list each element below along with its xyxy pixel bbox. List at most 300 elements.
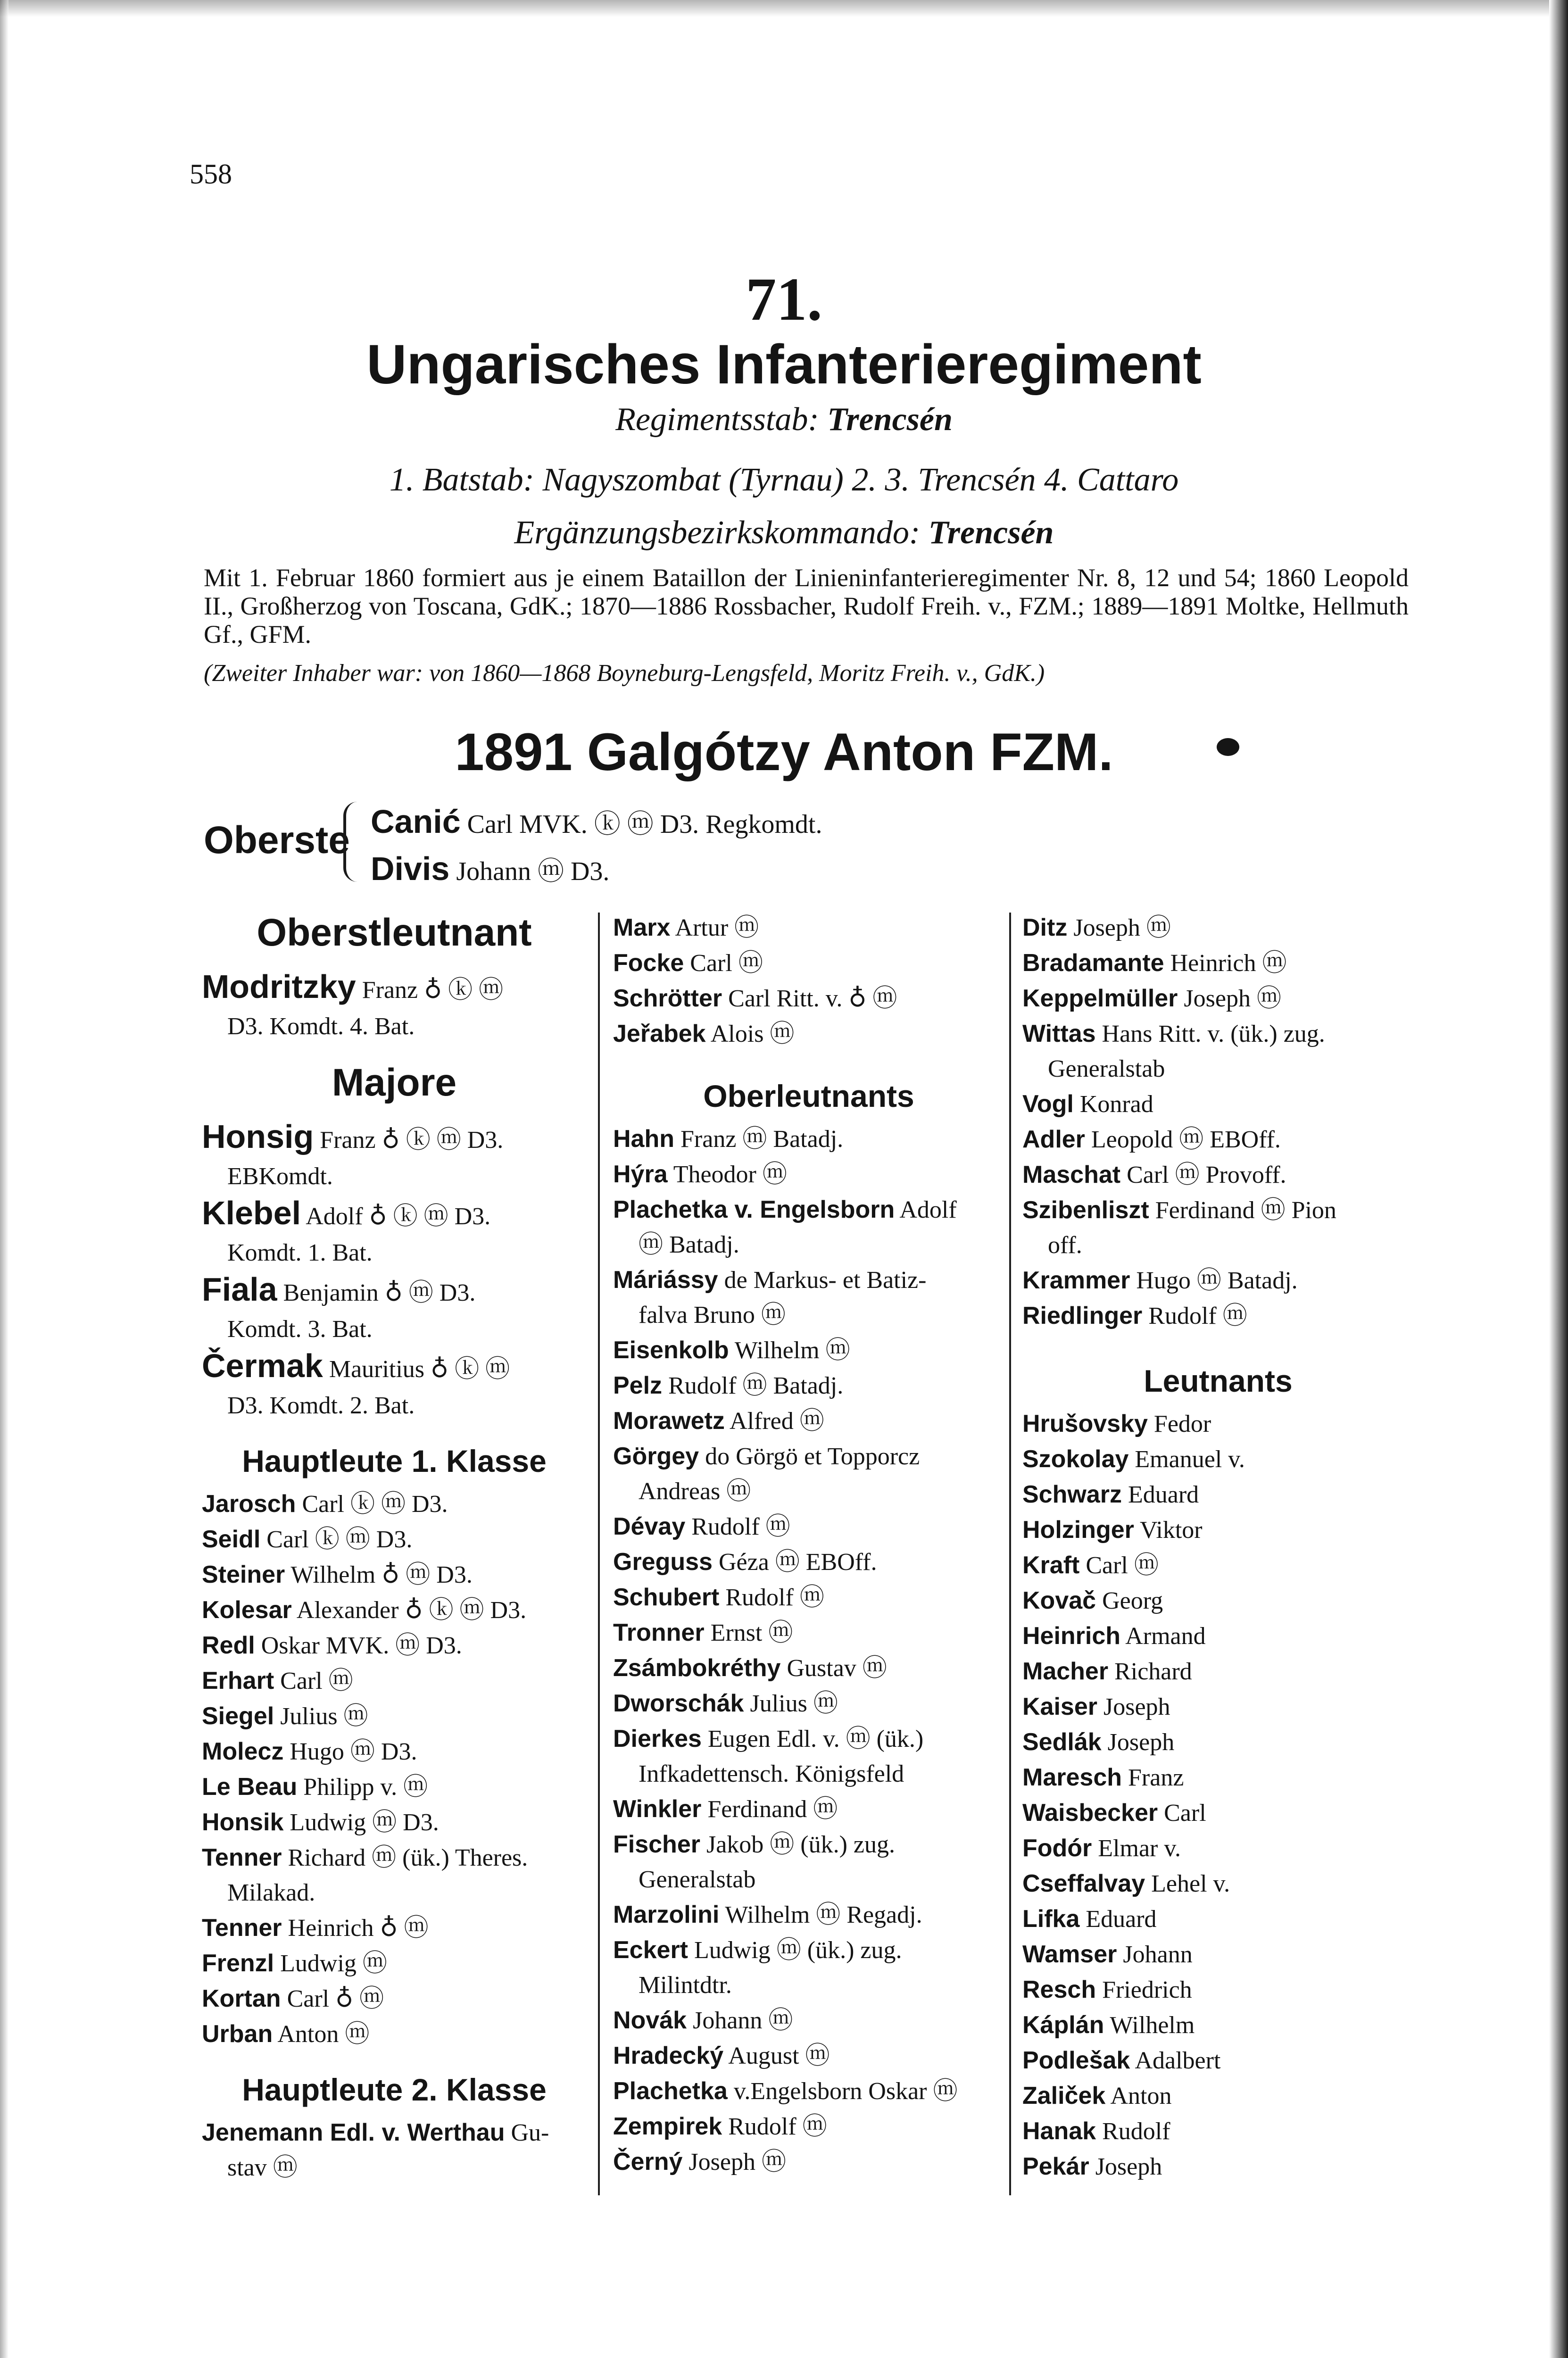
oberstleutnant-list <box>202 968 587 1044</box>
column-divider <box>598 913 600 2195</box>
officer-details: Konrad <box>1073 1091 1153 1118</box>
officer-name: Frenzl <box>202 1950 274 1977</box>
officer-entry <box>1022 981 1414 1016</box>
officer-details: Gu- <box>505 2119 549 2146</box>
officer-details: de Markus- et Batiz- <box>718 1267 927 1294</box>
history-paragraph: Mit 1. Februar 1860 formiert aus je einem Bataillon der Linieninfanterieregimenter Nr. 8, 12 und 54; 1860 Leopold II., Großherzog von Toscana, GdK.; 1870—1886 Rossbacher, Rudolf Freih. v., FZM.; 1889—1891 Moltke, Hellmuth Gf., GFM. <box>204 564 1409 648</box>
officer-entry <box>1022 1866 1414 1901</box>
officer-entry <box>613 2038 1004 2074</box>
leutnants-heading: Leutnants <box>1144 1363 1293 1398</box>
officer-details: Anton <box>1105 2083 1172 2109</box>
officer-entry <box>202 1663 587 1699</box>
officer-name: Podlešak <box>1022 2047 1130 2074</box>
officer-entry <box>613 1016 1004 1052</box>
officer-name: Fodór <box>1022 1835 1092 1862</box>
officer-entry-continuation: ⓜ Batadj. <box>639 1231 739 1258</box>
officer-entry <box>202 1769 587 1805</box>
officer-entry <box>202 1522 587 1557</box>
column2-top-list <box>613 910 1004 1052</box>
officer-details: Adalbert <box>1130 2047 1221 2074</box>
officer-details: Fedor <box>1147 1411 1211 1437</box>
officer-entry <box>1022 1654 1414 1689</box>
officer-name: Pelz <box>613 1372 663 1399</box>
officer-entry <box>613 1721 1004 1757</box>
regiment-number: 71. <box>746 266 822 333</box>
officer-name: Schrötter <box>613 985 722 1012</box>
officer-details: Wilhelm ♁ ⓜ D3. <box>285 1561 473 1588</box>
officer-name: Jeřabek <box>613 1020 706 1047</box>
officer-entry-continuation: Milintdtr. <box>639 1972 732 1999</box>
officer-entry <box>613 1192 1004 1228</box>
officer-name: Hanak <box>1022 2117 1096 2145</box>
officer-details: Rudolf ⓜ <box>719 1584 824 1611</box>
officer-name: Redl <box>202 1632 255 1659</box>
regimentsstab-place: Trencsén <box>827 401 953 438</box>
officer-entry-continuation: Milakad. <box>227 1879 315 1906</box>
officer-name: Kraft <box>1022 1552 1080 1579</box>
officer-entry-continuation: D3. Komdt. 4. Bat. <box>227 1013 415 1040</box>
officer-entry <box>613 981 1004 1016</box>
officer-entry <box>202 1118 587 1159</box>
officer-entry <box>613 1333 1004 1368</box>
officer-details: Franz ♁ ⓚ ⓜ D3. <box>314 1127 504 1154</box>
page-number: 558 <box>190 158 232 190</box>
officer-name: Eisenkolb <box>613 1337 729 1364</box>
officer-details: Gustav ⓜ <box>780 1655 887 1682</box>
officer-details: Eduard <box>1121 1481 1199 1508</box>
officer-entry-continuation: stav ⓜ <box>227 2154 298 2181</box>
officer-details: v.Engelsborn Oskar ⓜ <box>727 2078 958 2105</box>
officer-entry <box>202 968 587 1009</box>
officer-details: Richard ⓜ (ük.) Theres. <box>282 1844 528 1871</box>
officer-details: Lehel v. <box>1145 1870 1230 1897</box>
officer-name: Hradecký <box>613 2042 724 2069</box>
officer-details: Wilhelm ⓜ <box>729 1337 850 1364</box>
officer-entry <box>613 2003 1004 2038</box>
officer-name: Fiala <box>202 1271 277 1308</box>
officer-name: Černý <box>613 2148 683 2175</box>
officer-name: Schwarz <box>1022 1481 1122 1508</box>
leutnants-list <box>1022 1406 1414 2184</box>
officer-details: Oskar MVK. ⓜ D3. <box>255 1632 462 1659</box>
officer-name: Novák <box>613 2007 687 2034</box>
officer-entry <box>1022 1901 1414 1937</box>
oberste-label: Oberste <box>204 819 350 862</box>
officer-name: Lifka <box>1022 1905 1080 1933</box>
officer-details: Géza ⓜ EBOff. <box>712 1549 877 1576</box>
officer-name: Waisbecker <box>1022 1799 1158 1827</box>
officer-details: Joseph ⓜ <box>682 2149 786 2175</box>
regimentsstab-label: Regimentsstab: <box>615 401 819 438</box>
officer-details: Joseph <box>1101 1729 1175 1756</box>
officer-entry-continuation: Infkadettensch. Königsfeld <box>639 1760 904 1787</box>
officer-details: Carl Ritt. v. ♁ ⓜ <box>722 985 897 1012</box>
officer-name: Káplán <box>1022 2011 1104 2039</box>
column-3 <box>1022 910 1414 2184</box>
officer-entry <box>1022 1689 1414 1725</box>
officer-details: Armand <box>1120 1623 1206 1650</box>
officer-details: Rudolf ⓜ <box>1142 1303 1247 1329</box>
officer-entry <box>202 1486 587 1522</box>
officer-entry <box>613 1368 1004 1403</box>
officer-entry <box>613 1933 1004 1968</box>
officer-entry <box>202 2115 587 2150</box>
officer-name: Tenner <box>202 1914 282 1942</box>
officer-name: Winkler <box>613 1795 702 1823</box>
officer-details: Johann ⓜ D3. <box>449 857 610 886</box>
officer-name: Kortan <box>202 1985 281 2012</box>
officer-entry-continuation: D3. Komdt. 2. Bat. <box>227 1392 415 1419</box>
officer-entry-continuation: Komdt. 1. Bat. <box>227 1239 373 1266</box>
officer-entry <box>613 1615 1004 1651</box>
officer-name: Szokolay <box>1022 1445 1129 1473</box>
officer-name: Hrušovsky <box>1022 1410 1148 1437</box>
officer-entry <box>613 1403 1004 1439</box>
officer-entry <box>1022 1193 1414 1228</box>
officer-entry <box>202 1347 587 1388</box>
officer-entry <box>1022 1831 1414 1866</box>
officer-details: Elmar v. <box>1092 1835 1181 1862</box>
officer-name: Kovač <box>1022 1587 1096 1614</box>
officer-details: Eugen Edl. v. ⓜ (ük.) <box>701 1726 924 1752</box>
ink-blot-mark <box>1217 738 1239 756</box>
officer-name: Čermak <box>202 1347 323 1384</box>
officer-name: Molecz <box>202 1738 284 1765</box>
second-owner-note: (Zweiter Inhaber war: von 1860—1868 Boyneburg-Lengsfeld, Moritz Freih. v., GdK.) <box>204 660 1045 687</box>
officer-details: Julius ⓜ <box>274 1703 368 1730</box>
ergaenzung-place: Trencsén <box>928 515 1054 551</box>
officer-entry <box>1022 1122 1414 1157</box>
officer-name: Szibenliszt <box>1022 1196 1149 1224</box>
officer-entry <box>613 1686 1004 1721</box>
officer-name: Marx <box>613 914 671 941</box>
officer-name: Máriássy <box>613 1266 718 1294</box>
officer-entry-continuation: off. <box>1048 1232 1082 1259</box>
scan-edge-top <box>0 0 1568 17</box>
officer-details: Heinrich ♁ ⓜ <box>282 1915 429 1942</box>
officer-name: Plachetka <box>613 2077 728 2105</box>
officer-name: Divis <box>371 850 450 887</box>
officer-details: Heinrich ⓜ <box>1164 950 1287 977</box>
officer-entry <box>1022 1157 1414 1193</box>
officer-details: Alois ⓜ <box>705 1021 795 1047</box>
officer-details: Ferdinand ⓜ <box>701 1796 838 1823</box>
officer-details: Wilhelm ⓜ Regadj. <box>719 1901 922 1928</box>
officer-details: Ludwig ⓜ <box>274 1950 387 1977</box>
officer-details: Alexander ♁ ⓚ ⓜ D3. <box>291 1597 527 1624</box>
officer-name: Dierkes <box>613 1725 702 1752</box>
oberleutnants-heading: Oberleutnants <box>703 1079 914 1113</box>
officer-details: Carl ⓜ <box>684 950 763 977</box>
officer-name: Hýra <box>613 1161 668 1188</box>
officer-details: Joseph ⓜ <box>1178 985 1281 1012</box>
officer-entry <box>1022 1442 1414 1477</box>
officer-name: Görgey <box>613 1443 699 1470</box>
officer-name: Modritzky <box>202 968 356 1005</box>
officer-name: Plachetka v. Engelsborn <box>613 1196 895 1223</box>
officer-entry <box>1022 2043 1414 2078</box>
officer-entry <box>1022 1548 1414 1583</box>
column-2 <box>613 910 1004 2180</box>
officer-name: Tenner <box>202 1844 282 1871</box>
officer-entry <box>1022 1760 1414 1795</box>
officer-details: Adolf <box>895 1196 957 1223</box>
oberstleutnant-heading: Oberstleutnant <box>257 911 532 954</box>
officer-entry <box>1022 1016 1414 1052</box>
officer-details: Jakob ⓜ (ük.) zug. <box>700 1831 896 1858</box>
officer-details: Artur ⓜ <box>670 914 759 941</box>
officer-entry <box>202 1805 587 1840</box>
officer-details: Ludwig ⓜ D3. <box>283 1809 439 1836</box>
officer-name: Klebel <box>202 1195 301 1231</box>
officer-name: Le Beau <box>202 1773 298 1801</box>
officer-name: Zsámbokréthy <box>613 1654 781 1682</box>
officer-entry <box>613 2109 1004 2144</box>
officer-details: Johann ⓜ <box>687 2007 793 2034</box>
officer-name: Bradamante <box>1022 949 1164 977</box>
officer-entry <box>613 1827 1004 1862</box>
officer-details: Benjamin ♁ ⓜ D3. <box>277 1279 476 1306</box>
officer-entry <box>1022 1512 1414 1548</box>
officer-name: Seidl <box>202 1526 261 1553</box>
officer-entry <box>202 1593 587 1628</box>
officer-details: do Görgö et Topporcz <box>699 1443 920 1470</box>
officer-entry-continuation: Komdt. 3. Bat. <box>227 1316 373 1343</box>
officer-details: Leopold ⓜ EBOff. <box>1085 1126 1281 1153</box>
officer-details: Theodor ⓜ <box>667 1161 787 1188</box>
officer-details: Viktor <box>1134 1517 1203 1544</box>
officer-name: Ditz <box>1022 914 1068 941</box>
officer-name: Focke <box>613 949 684 977</box>
officer-name: Erhart <box>202 1667 274 1694</box>
officer-entry <box>1022 1087 1414 1122</box>
oberleutnants-list <box>613 1121 1004 2180</box>
officer-details: Richard <box>1108 1658 1192 1685</box>
officer-details: Carl ⓜ Provoff. <box>1120 1162 1286 1188</box>
officer-entry <box>613 946 1004 981</box>
officer-details: Carl ⓚ ⓜ D3. <box>260 1526 413 1553</box>
officer-details: Rudolf ⓜ Batadj. <box>662 1372 844 1399</box>
regiment-owner: 1891 Galgótzy Anton FZM. <box>455 722 1113 781</box>
officer-name: Morawetz <box>613 1407 725 1435</box>
regiment-title: Ungarisches Infanterieregiment <box>366 333 1202 396</box>
officer-name: Wittas <box>1022 1020 1096 1047</box>
officer-entry <box>613 1897 1004 1933</box>
officer-entry <box>1022 2078 1414 2114</box>
officer-name: Siegel <box>202 1702 274 1730</box>
officer-entry <box>613 1121 1004 1157</box>
officer-entry <box>613 1439 1004 1474</box>
officer-name: Pekár <box>1022 2153 1089 2180</box>
officer-name: Resch <box>1022 1976 1096 2003</box>
officer-name: Heinrich <box>1022 1622 1121 1650</box>
officer-details: Rudolf ⓜ <box>685 1513 790 1540</box>
officer-entry-continuation: falva Bruno ⓜ <box>639 1302 786 1328</box>
officer-details: Johann <box>1117 1941 1193 1968</box>
officer-name: Macher <box>1022 1658 1109 1685</box>
officer-entry <box>1022 1937 1414 1972</box>
officer-entry <box>202 1910 587 1946</box>
officer-name: Hahn <box>613 1125 674 1153</box>
majore-list <box>202 1118 587 1423</box>
officer-name: Honsik <box>202 1809 284 1836</box>
officer-name: Maresch <box>1022 1764 1122 1791</box>
officer-details: Franz ⓜ Batadj. <box>674 1126 844 1153</box>
officer-name: Jarosch <box>202 1490 296 1518</box>
officer-details: August ⓜ <box>723 2042 830 2069</box>
officer-entry <box>613 1262 1004 1298</box>
officer-name: Holzinger <box>1022 1516 1134 1544</box>
officer-entry <box>613 1544 1004 1580</box>
officer-entry <box>1022 1406 1414 1442</box>
officer-details: Emanuel v. <box>1128 1446 1245 1473</box>
officer-details: Carl <box>1158 1800 1206 1827</box>
officer-details: Julius ⓜ <box>744 1690 838 1717</box>
officer-name: Krammer <box>1022 1267 1130 1294</box>
officer-details: Eduard <box>1079 1906 1157 1933</box>
hauptleute2-list <box>202 2115 587 2185</box>
officer-entry <box>1022 1725 1414 1760</box>
officer-name: Adler <box>1022 1126 1085 1153</box>
officer-entry <box>202 1270 587 1312</box>
officer-details: Wilhelm <box>1104 2012 1195 2039</box>
ergaenzung-line <box>0 514 1568 552</box>
officer-entry <box>202 1840 587 1876</box>
officer-details: Joseph <box>1097 1694 1170 1720</box>
officer-entry <box>1022 1583 1414 1619</box>
officer-entry <box>613 1651 1004 1686</box>
officer-name: Dworschák <box>613 1690 744 1717</box>
officer-details: Rudolf <box>1096 2118 1170 2145</box>
officer-entry <box>202 2017 587 2052</box>
officer-name: Greguss <box>613 1548 713 1576</box>
column-1 <box>202 910 587 2185</box>
officer-entry <box>1022 1263 1414 1298</box>
officer-name: Schubert <box>613 1584 720 1611</box>
officer-name: Zempirek <box>613 2113 722 2140</box>
officer-name: Kaiser <box>1022 1693 1097 1720</box>
officer-details: Mauritius ♁ ⓚ ⓜ <box>323 1356 510 1383</box>
officer-entry <box>202 1557 587 1593</box>
officer-name: Steiner <box>202 1561 285 1588</box>
officer-entry <box>613 1157 1004 1192</box>
officer-details: Joseph <box>1089 2153 1162 2180</box>
officer-entry <box>202 1194 587 1236</box>
officer-name: Cseffalvay <box>1022 1870 1145 1897</box>
hauptleute1-heading: Hauptleute 1. Klasse <box>242 1444 547 1478</box>
officer-details: Carl ⓚ ⓜ D3. <box>296 1491 448 1518</box>
officer-entry <box>1022 2149 1414 2184</box>
officer-entry <box>1022 1298 1414 1334</box>
hauptleute2-heading: Hauptleute 2. Klasse <box>242 2072 547 2107</box>
officer-entry <box>1022 910 1414 946</box>
column3-top-list <box>1022 910 1414 1334</box>
regimentsstab-line <box>0 401 1568 439</box>
officer-entry <box>613 2144 1004 2180</box>
officer-details: Ludwig ⓜ (ük.) zug. <box>688 1937 902 1964</box>
officer-entry <box>1022 1619 1414 1654</box>
officer-details: Hugo ⓜ D3. <box>283 1738 417 1765</box>
officer-details: Hugo ⓜ Batadj. <box>1130 1267 1298 1294</box>
officer-entry-continuation: EBKomdt. <box>227 1163 333 1190</box>
oberste-entry <box>371 803 822 843</box>
officer-name: Tronner <box>613 1619 705 1646</box>
officer-details: Carl MVK. ⓚ ⓜ D3. Regkomdt. <box>460 810 822 839</box>
officer-details: Adolf ♁ ⓚ ⓜ D3. <box>301 1203 491 1230</box>
officer-details: Franz <box>1122 1764 1184 1791</box>
officer-entry <box>613 1792 1004 1827</box>
officer-entry <box>613 1580 1004 1615</box>
officer-entry <box>1022 1477 1414 1512</box>
officer-details: Anton ⓜ <box>273 2021 370 2048</box>
officer-name: Riedlinger <box>1022 1302 1143 1329</box>
officer-name: Eckert <box>613 1936 688 1964</box>
majore-heading: Majore <box>332 1061 457 1104</box>
officer-name: Urban <box>202 2020 273 2048</box>
officer-name: Maschat <box>1022 1161 1121 1188</box>
officer-entry-continuation: Generalstab <box>1048 1055 1165 1082</box>
officer-entry <box>202 1734 587 1769</box>
officer-entry <box>202 1628 587 1663</box>
officer-name: Vogl <box>1022 1090 1074 1118</box>
officer-name: Dévay <box>613 1513 686 1540</box>
officer-name: Canić <box>371 803 461 840</box>
officer-entry <box>613 2074 1004 2109</box>
officer-details: Philipp v. ⓜ <box>297 1774 428 1801</box>
officer-name: Fischer <box>613 1831 700 1858</box>
officer-details: Franz ♁ ⓚ ⓜ <box>356 977 504 1004</box>
batstab-line: 1. Batstab: Nagyszombat (Tyrnau) 2. 3. Trencsén 4. Cattaro <box>389 462 1179 498</box>
officer-entry <box>1022 2008 1414 2043</box>
officer-name: Wamser <box>1022 1941 1117 1968</box>
officer-entry <box>202 1699 587 1734</box>
officer-details: Hans Ritt. v. (ük.) zug. <box>1095 1021 1325 1047</box>
hauptleute1-list <box>202 1486 587 2052</box>
officer-entry <box>1022 2114 1414 2149</box>
officer-entry <box>1022 1972 1414 2008</box>
oberste-brace <box>343 802 362 882</box>
officer-name: Kolesar <box>202 1596 292 1624</box>
officer-entry-continuation: Generalstab <box>639 1866 756 1893</box>
officer-name: Honsig <box>202 1118 314 1155</box>
officer-name: Marzolini <box>613 1901 720 1928</box>
officer-details: Carl ⓜ <box>274 1668 353 1694</box>
officer-name: Keppelmüller <box>1022 985 1178 1012</box>
officer-details: Friedrich <box>1096 1976 1192 2003</box>
officer-details: Carl ⓜ <box>1079 1552 1159 1579</box>
officer-details: Ferdinand ⓜ Pion <box>1149 1197 1336 1224</box>
officer-details: Ernst ⓜ <box>704 1619 793 1646</box>
officer-details: Carl ♁ ⓜ <box>281 1985 384 2012</box>
officer-name: Zaliček <box>1022 2082 1106 2109</box>
officer-details: Georg <box>1096 1587 1163 1614</box>
officer-name: Jenemann Edl. v. Werthau <box>202 2119 505 2146</box>
officer-entry <box>202 1981 587 2017</box>
officer-entry <box>1022 1795 1414 1831</box>
oberste-entry <box>371 850 609 890</box>
officer-details: Joseph ⓜ <box>1067 914 1171 941</box>
officer-entry <box>613 910 1004 946</box>
officer-name: Sedlák <box>1022 1728 1102 1756</box>
officer-entry <box>613 1509 1004 1544</box>
column-divider <box>1009 913 1011 2195</box>
officer-details: Alfred ⓜ <box>724 1408 824 1435</box>
ergaenzung-label: Ergänzungsbezirkskommando: <box>514 515 921 551</box>
officer-details: Rudolf ⓜ <box>722 2113 827 2140</box>
officer-entry <box>202 1946 587 1981</box>
officer-entry-continuation: Andreas ⓜ <box>639 1478 751 1505</box>
officer-entry <box>1022 946 1414 981</box>
